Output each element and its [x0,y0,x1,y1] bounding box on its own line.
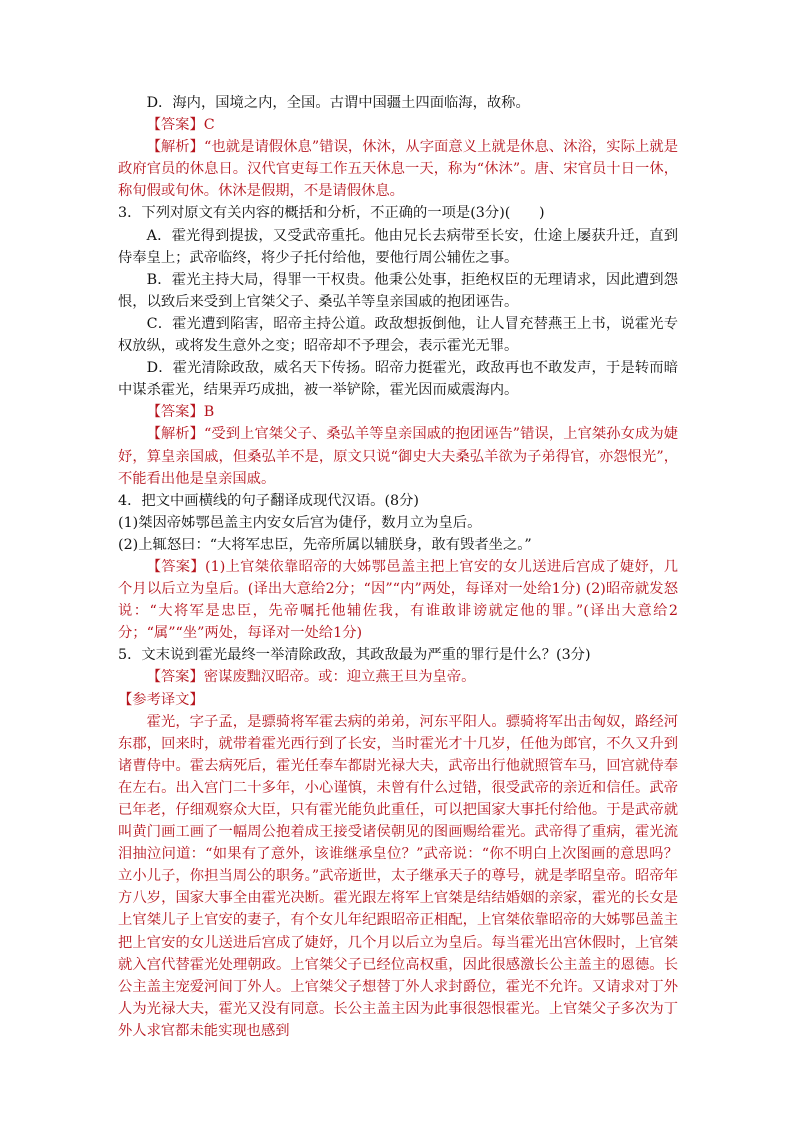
analysis-text: “也就是请假休息”错误，休沐，从字面意义上就是休息、沐浴，实际上就是政府官员的休息日。汉代官吏每工作五天休息一天，称为“休沐”。唐、宋官员十日一休，称旬假或旬休。休沐是假期，不是请假休息。 [118,139,678,200]
analysis-tag: 【解析】 [146,139,205,156]
answer-tag: 【答案】 [146,117,204,134]
q4-answer [118,556,678,644]
q2-option-d: D．海内，国境之内，全国。古谓中国疆土四面临海，故称。 [146,95,530,111]
answer-value: C [203,117,215,134]
q3-stem: 3．下列对原文有关内容的概括和分析，不正确的一项是(3分)( ) [118,205,545,222]
q2-analysis [118,136,678,202]
q3-option-c: C．霍光遭到陷害，昭帝主持公道。政敌想扳倒他，让人冒充替燕王上书，说霍光专权放纵，或将发生意外之变；昭帝却不予理会，表示霍光无罪。 [118,315,678,355]
translation-text: 霍光，字子孟，是骠骑将军霍去病的弟弟，河东平阳人。骠骑将军出击匈奴，路经河东郡，回来时，就带着霍光西行到了长安，当时霍光才十几岁，任他为郎官，不久又升到诸曹侍中。霍去病死后，霍光任奉车都尉光禄大夫，武帝出行他就照管车马，回宫就侍奉在左右。出入宫门二十多年，小心谨慎，未曾有什么过错，很受武帝的亲近和信任。武帝已年老，仔细观察众大臣，只有霍光能负此重任，可以把国家大事托付给他。于是武帝就叫黄门画工画了一幅周公抱着成王接受诸侯朝见的图画赐给霍光。武帝得了重病，霍光流泪抽泣问道：“如果有了意外，该谁继承皇位？”武帝说：“你不明白上次图画的意思吗？立小儿子，你担当周公的职务。”武帝逝世，太子继承天子的尊号，就是孝昭皇帝。昭帝年方八岁，国家大事全由霍光决断。霍光跟左将军上官桀是结结婚姻的亲家，霍光的长女是上官桀儿子上官安的妻子，有个女儿年纪跟昭帝正相配，上官桀依靠昭帝的大姊鄂邑盖主把上官安的女儿送进后宫成了婕妤，几个月以后立为皇后。每当霍光出宫休假时，上官桀就入宫代替霍光处理朝政。上官桀父子已经位高权重，因此很感激长公主盖主的恩德。长公主盖主宠爱河间丁外人。上官桀父子想替丁外人求封爵位，霍光不允许。又请求对丁外人为光禄大夫，霍光又没有同意。长公主盖主因为此事很怨恨霍光。上官桀父子多次为丁外人求官都未能实现也感到 [118,713,678,1039]
q3-option-d: D．霍光清除政敌，威名天下传扬。昭帝力挺霍光，政敌再也不敢发声，于是转而暗中谋杀霍光，结果弄巧成拙，被一举铲除，霍光因而威震海内。 [118,360,678,399]
answer-tag: 【答案】 [146,558,206,575]
q5-answer [118,666,678,688]
answer-text: (1)上官桀依靠昭帝的大姊鄂邑盖主把上官安的女儿送进后宫成了婕妤，几个月以后立为皇后。(译出大意给2分；“因”“内”两处，每译对一处给1分) (2)昭帝就发怒说：“大将军是忠臣，先帝嘱托他辅佐我，有谁敢诽谤就定他的罪。”(译出大意给2分；“属”“坐”两处，每译对一处给1分) [118,558,679,642]
analysis-tag: 【解析】 [146,426,205,443]
q4-sentence-1: (1)桀因帝姊鄂邑盖主内安女后宫为倢伃，数月立为皇后。 [118,514,482,531]
answer-text: 密谋废黜汉昭帝。或：迎立燕王旦为皇帝。 [203,669,476,686]
q5-stem: 5．文末说到霍光最终一举清除政敌，其政敌最为严重的罪行是什么？(3分) [118,647,591,664]
q4-sentence-2: (2)上辄怒曰：“大将军忠臣，先帝所属以辅朕身，敢有毁者坐之。” [118,536,532,553]
q2-answer [118,114,678,136]
answer-value: B [203,404,215,421]
q4-stem: 4．把文中画横线的句子翻译成现代汉语。(8分) [118,492,419,509]
q3-analysis [118,423,678,489]
document-page [118,92,678,1042]
analysis-text: “受到上官桀父子、桑弘羊等皇亲国戚的抱团诬告”错误，上官桀孙女成为婕妤，算皇亲国戚，但桑弘羊不是，原文只说“御史大夫桑弘羊欲为子弟得官，亦怨恨光”，不能看出他是皇亲国戚。 [118,426,678,487]
q3-option-a: A．霍光得到提拔，又受武帝重托。他由兄长去病带至长安，仕途上屡获升迁，直到侍奉皇上；武帝临终，将少子托付给他，要他行周公辅佐之事。 [118,227,678,266]
q3-option-b: B．霍光主持大局，得罪一干权贵。他秉公处事，拒绝权臣的无理请求，因此遭到怨恨，以致后来受到上官桀父子、桑弘羊等皇亲国戚的抱团诬告。 [118,271,678,310]
answer-tag: 【答案】 [146,669,204,686]
translation-heading [118,689,678,711]
q3-answer [118,401,678,423]
answer-tag: 【答案】 [146,404,204,421]
translation-tag: 【参考译文】 [118,691,204,708]
